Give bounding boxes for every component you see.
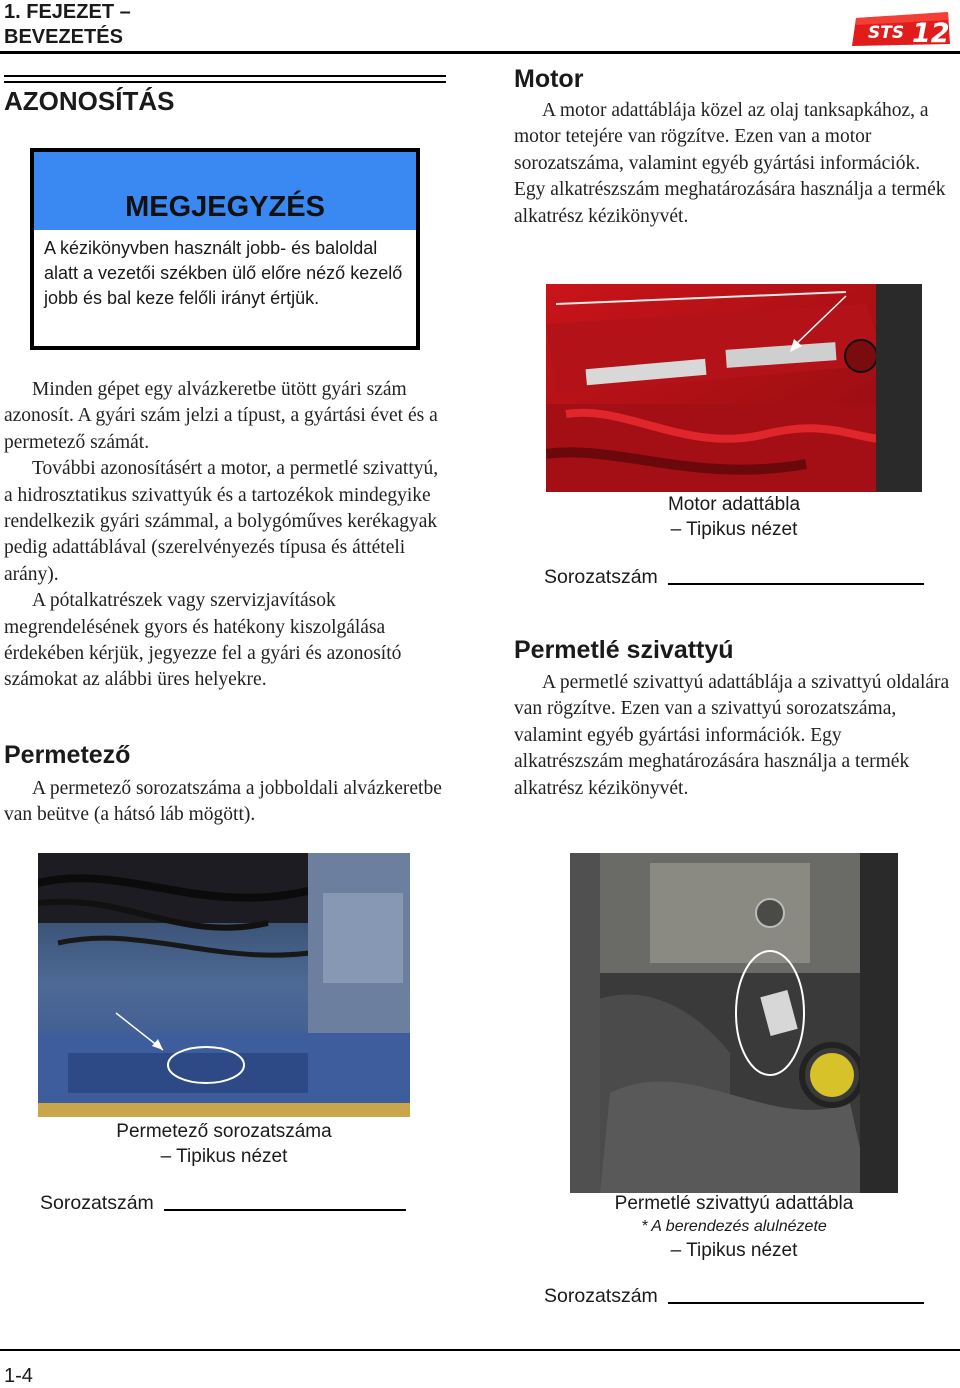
sprayer-serial-blank-line[interactable]: [164, 1207, 406, 1211]
pump-caption-note: * A berendezés alulnézete: [641, 1218, 827, 1235]
motor-heading: Motor: [514, 65, 584, 93]
sprayer-serial-label: Sorozatszám: [40, 1192, 154, 1214]
sprayer-heading: Permetező: [4, 741, 131, 769]
motor-text-block: [514, 98, 954, 230]
sprayer-caption: [38, 1119, 410, 1169]
sprayer-serial-field[interactable]: [40, 1192, 406, 1215]
notice-text: A kézikönyvben használt jobb- és baloldal alatt a vezetői székben ülő előre néző kezelő jobb és bal keze felőli irányt értjük.: [44, 238, 403, 308]
chapter-title: [4, 0, 131, 50]
body-paragraph-2: További azonosításért a motor, a permetlé szivattyú, a hidrosztatikus szivattyúk és a tartozékok mindegyike rendelkezik gyári számmal, a bolygóműves kerékagyak pedig adattáblával (szerelvényezés típusa és áttételi arány).: [4, 458, 439, 585]
section-title: AZONOSÍTÁS: [4, 86, 175, 116]
page-number: 1-4: [4, 1365, 33, 1387]
motor-caption-line1: Motor adattábla: [667, 494, 801, 515]
identification-body: [4, 377, 449, 694]
pump-caption-line2: – Tipikus nézet: [670, 1240, 798, 1261]
footer-rule: [0, 1349, 960, 1351]
notice-title: MEGJEGYZÉS: [34, 152, 416, 230]
pump-text-block: [514, 670, 954, 802]
pump-serial-label: Sorozatszám: [544, 1285, 658, 1307]
sts12-logo: [850, 10, 954, 48]
motor-data-plate-photo: [546, 284, 922, 492]
chapter-title-line2: BEVEZETÉS: [4, 26, 123, 48]
motor-serial-blank-line[interactable]: [668, 581, 924, 585]
pump-text: A permetlé szivattyú adattáblája a szivattyú oldalára van rögzítve. Ezen van a szivattyú sorozatszáma, valamint egyéb gyártási információk. Egy alkatrészszám meghatározására használja a termék alkatrész kézikönyvét.: [514, 672, 950, 799]
sprayer-caption-line2: – Tipikus nézet: [160, 1146, 288, 1167]
motor-caption: [546, 492, 922, 542]
motor-caption-line2: – Tipikus nézet: [670, 519, 798, 540]
pump-serial-blank-line[interactable]: [668, 1300, 924, 1304]
header-rule: [0, 51, 960, 54]
motor-serial-field[interactable]: [544, 566, 924, 589]
pump-serial-field[interactable]: [544, 1285, 924, 1308]
pump-caption-line1: Permetlé szivattyú adattábla: [614, 1193, 854, 1214]
body-paragraph-3: A pótalkatrészek vagy szervizjavítások megrendelésének gyors és hatékony kiszolgálása érdekében kérjük, jegyezze fel a gyári és azonosító számokat az alábbi üres helyekre.: [4, 590, 402, 691]
chapter-title-line1: 1. FEJEZET –: [4, 1, 131, 23]
motor-serial-label: Sorozatszám: [544, 566, 658, 588]
pump-heading: Permetlé szivattyú: [514, 636, 734, 664]
svg-text:12: 12: [912, 18, 950, 48]
sprayer-text: A permetező sorozatszáma a jobboldali alvázkeretbe van beütve (a hátsó láb mögött).: [4, 778, 442, 826]
notice-box: [30, 148, 420, 350]
motor-text: A motor adattáblája közel az olaj tanksapkához, a motor tetejére van rögzítve. Ezen van a motor sorozatszáma, valamint egyéb gyártási információk. Egy alkatrészszám meghatározására használja a termék alkatrész kézikönyvét.: [514, 100, 946, 227]
body-paragraph-1: Minden gépet egy alvázkeretbe ütött gyári szám azonosít. A gyári szám jelzi a típust, a gyártási évet és a permetező számát.: [4, 379, 438, 453]
svg-text:STS: STS: [868, 23, 905, 43]
pump-data-plate-photo: [570, 853, 898, 1193]
sprayer-text-block: [4, 776, 449, 829]
section-double-rule: [4, 75, 446, 83]
pump-caption: [570, 1191, 898, 1263]
sprayer-caption-line1: Permetező sorozatszáma: [116, 1121, 332, 1142]
sprayer-serial-photo: [38, 853, 410, 1117]
